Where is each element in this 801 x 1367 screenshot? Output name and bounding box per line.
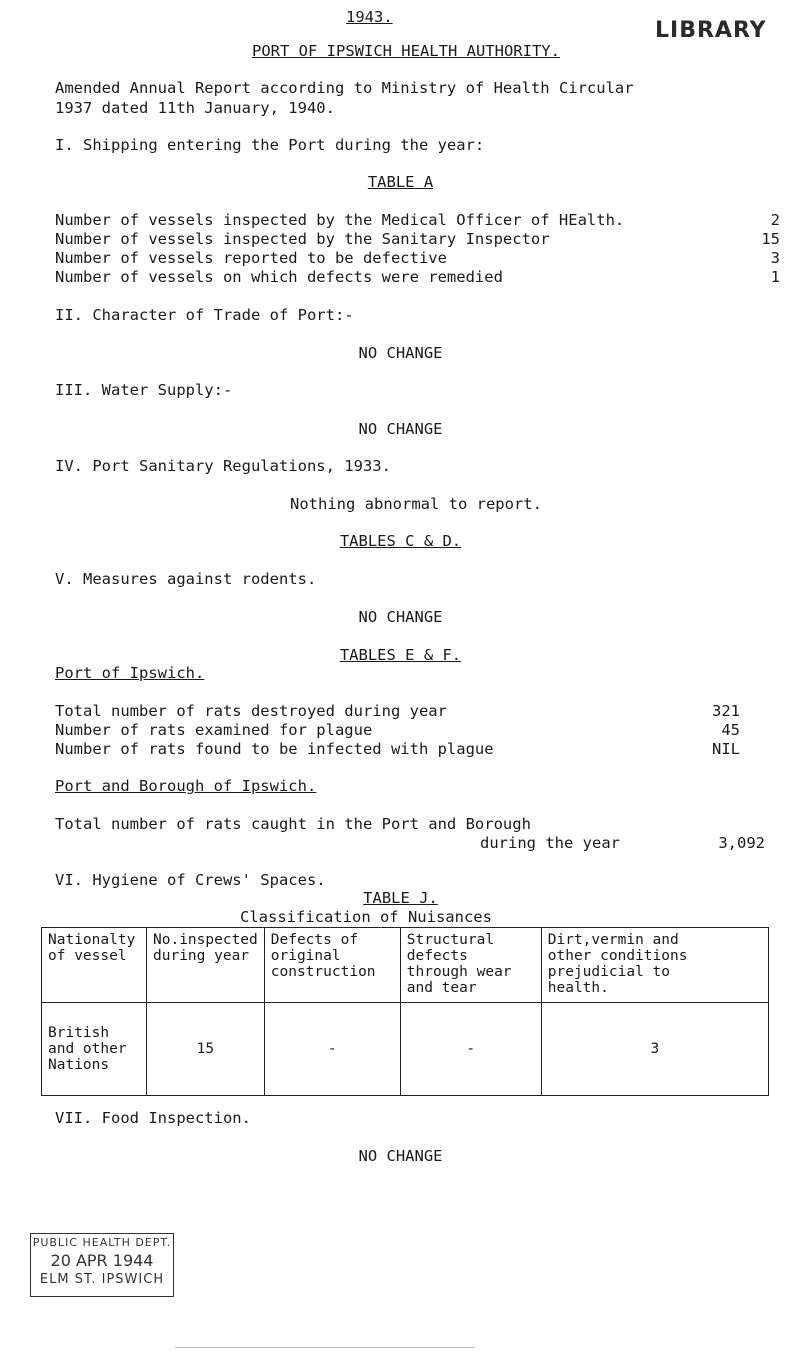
column-header: Structural defects through wear and tear bbox=[400, 928, 541, 1003]
table-cell: 15 bbox=[147, 1003, 265, 1096]
rodent-row-value: 321 bbox=[712, 702, 740, 720]
stamp-line-1: PUBLIC HEALTH DEPT. bbox=[32, 1236, 172, 1249]
table-a-row-label: Number of vessels on which defects were remedied bbox=[55, 268, 503, 286]
section-4-heading: IV. Port Sanitary Regulations, 1933. bbox=[55, 457, 391, 475]
table-a-row-value: 15 bbox=[761, 230, 780, 248]
table-cell: British and other Nations bbox=[42, 1003, 147, 1096]
section-4-text: Nothing abnormal to report. bbox=[290, 495, 542, 513]
intro-line-1: Amended Annual Report according to Ministry of Health Circular bbox=[55, 79, 634, 97]
table-a-row-value: 3 bbox=[770, 249, 780, 267]
section-1-heading: I. Shipping entering the Port during the year: bbox=[55, 136, 485, 154]
table-a-row-label: Number of vessels inspected by the Sanitary Inspector bbox=[55, 230, 550, 248]
section-6-heading: VI. Hygiene of Crews' Spaces. bbox=[55, 871, 326, 889]
borough-value: 3,092 bbox=[718, 834, 765, 852]
column-header: Dirt,vermin and other conditions prejudicial to health. bbox=[541, 928, 768, 1003]
rodent-row-value: NIL bbox=[712, 740, 740, 758]
library-stamp-text: LIBRARY bbox=[655, 18, 767, 43]
table-a-row-label: Number of vessels inspected by the Medical Officer of HEalth. bbox=[55, 211, 625, 229]
table-a-row-value: 1 bbox=[770, 268, 780, 286]
received-stamp bbox=[30, 1233, 174, 1297]
table-a-row-value: 2 bbox=[770, 211, 780, 229]
table-cell: - bbox=[400, 1003, 541, 1096]
bottom-rule bbox=[175, 1347, 475, 1348]
rodent-row-label: Total number of rats destroyed during year bbox=[55, 702, 447, 720]
rodent-row-label: Number of rats examined for plague bbox=[55, 721, 373, 739]
table-j-title: TABLE J. bbox=[363, 889, 438, 907]
table-a-title: TABLE A bbox=[367, 173, 434, 191]
year-heading: 1943. bbox=[346, 8, 393, 26]
table-cell: - bbox=[264, 1003, 400, 1096]
borough-line-2: during the year bbox=[480, 834, 620, 852]
borough-line-1: Total number of rats caught in the Port and Borough bbox=[55, 815, 531, 833]
column-header: Nationalty of vessel bbox=[42, 928, 147, 1003]
table-header-row bbox=[42, 928, 769, 1003]
nuisances-table bbox=[41, 927, 769, 1096]
column-header: Defects of original construction bbox=[264, 928, 400, 1003]
section-2-heading: II. Character of Trade of Port:- bbox=[55, 306, 354, 324]
section-5-text: NO CHANGE bbox=[358, 608, 443, 626]
section-3-text: NO CHANGE bbox=[358, 420, 443, 438]
tables-c-d-title: TABLES C & D. bbox=[339, 532, 462, 550]
section-7-text: NO CHANGE bbox=[358, 1147, 443, 1165]
section-2-text: NO CHANGE bbox=[358, 344, 443, 362]
table-row bbox=[42, 1003, 769, 1096]
section-3-heading: III. Water Supply:- bbox=[55, 381, 233, 399]
stamp-date: 20 APR 1944 bbox=[50, 1251, 154, 1270]
rodent-row-label: Number of rats found to be infected with plague bbox=[55, 740, 494, 758]
port-of-ipswich-heading: Port of Ipswich. bbox=[55, 664, 205, 682]
document-title: PORT OF IPSWICH HEALTH AUTHORITY. bbox=[252, 42, 560, 60]
section-5-heading: V. Measures against rodents. bbox=[55, 570, 317, 588]
table-a-row-label: Number of vessels reported to be defective bbox=[55, 249, 447, 267]
section-7-heading: VII. Food Inspection. bbox=[55, 1109, 251, 1127]
port-and-borough-heading: Port and Borough of Ipswich. bbox=[55, 777, 317, 795]
stamp-line-3: ELM ST. IPSWICH bbox=[39, 1272, 165, 1287]
tables-e-f-title: TABLES E & F. bbox=[339, 646, 462, 664]
column-header: No.inspected during year bbox=[147, 928, 265, 1003]
table-cell: 3 bbox=[541, 1003, 768, 1096]
intro-line-2: 1937 dated 11th January, 1940. bbox=[55, 99, 335, 117]
table-j-subtitle: Classification of Nuisances bbox=[240, 908, 492, 926]
rodent-row-value: 45 bbox=[721, 721, 740, 739]
